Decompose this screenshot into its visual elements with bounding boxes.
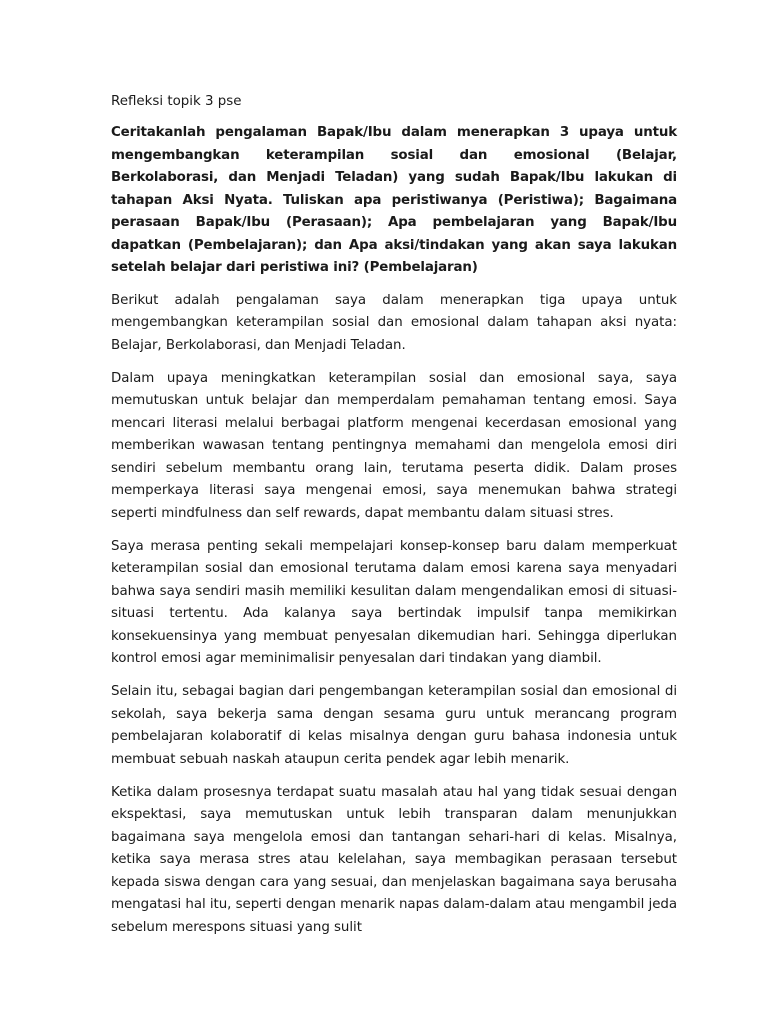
paragraph-teladan: Ketika dalam prosesnya terdapat suatu masalah atau hal yang tidak sesuai dengan ekspektasi, saya memutuskan untuk lebih transparan dalam menunjukkan bagaimana saya mengelola emosi dan tantangan sehari-hari di kelas. Misalnya, ketika saya merasa stres atau kelelahan, saya membagikan perasaan tersebut kepada siswa dengan cara yang sesuai, dan menjelaskan bagaimana saya berusaha mengatasi hal itu, seperti dengan menarik napas dalam-dalam atau mengambil jeda sebelum merespons situasi yang sulit xyxy=(111,784,678,935)
document-page xyxy=(111,92,677,950)
paragraph-perasaan: Saya merasa penting sekali mempelajari konsep-konsep baru dalam memperkuat keterampilan sosial dan emosional terutama dalam emosi karena saya menyadari bahwa saya sendiri masih memiliki kesulitan dalam mengendalikan emosi di situasi-situasi tertentu. Ada kalanya saya bertindak impulsif tanpa memikirkan konsekuensinya yang membuat penyesalan dikemudian hari. Sehingga diperlukan kontrol emosi agar meminimalisir penyesalan dari tindakan yang diambil. xyxy=(111,538,677,666)
paragraph-berkolaborasi: Selain itu, sebagai bagian dari pengembangan keterampilan sosial dan emosional di sekolah, saya bekerja sama dengan sesama guru untuk merancang program pembelajaran kolaboratif di kelas misalnya dengan guru bahasa indonesia untuk membuat sebuah naskah ataupun cerita pendek agar lebih menarik. xyxy=(111,684,677,767)
paragraph-belajar: Dalam upaya meningkatkan keterampilan sosial dan emosional saya, saya memutuskan untuk belajar dan memperdalam pemahaman tentang emosi. Saya mencari literasi melalui berbagai platform mengenai kecerdasan emosional yang memberikan wawasan tentang pentingnya memahami dan mengelola emosi diri sendiri sebelum membantu orang lain, terutama peserta didik. Dalam proses memperkaya literasi saya mengenai emosi, saya menemukan bahwa strategi seperti mindfulness dan self rewards, dapat membantu dalam situasi stres. xyxy=(111,370,677,521)
document-label: Refleksi topik 3 pse xyxy=(111,94,242,109)
paragraph-intro: Berikut adalah pengalaman saya dalam menerapkan tiga upaya untuk mengembangkan keterampilan sosial dan emosional dalam tahapan aksi nyata: Belajar, Berkolaborasi, dan Menjadi Teladan. xyxy=(111,292,677,353)
reflection-question: Ceritakanlah pengalaman Bapak/Ibu dalam menerapkan 3 upaya untuk mengembangkan keterampilan sosial dan emosional (Belajar, Berkolaborasi, dan Menjadi Teladan) yang sudah Bapak/Ibu lakukan di tahapan Aksi Nyata. Tuliskan apa peristiwanya (Peristiwa); Bagaimana perasaan Bapak/Ibu (Perasaan); Apa pembelajaran yang Bapak/Ibu dapatkan (Pembelajaran); dan Apa aksi/tindakan yang akan saya lakukan setelah belajar dari peristiwa ini? (Pembelajaran) xyxy=(111,125,677,275)
